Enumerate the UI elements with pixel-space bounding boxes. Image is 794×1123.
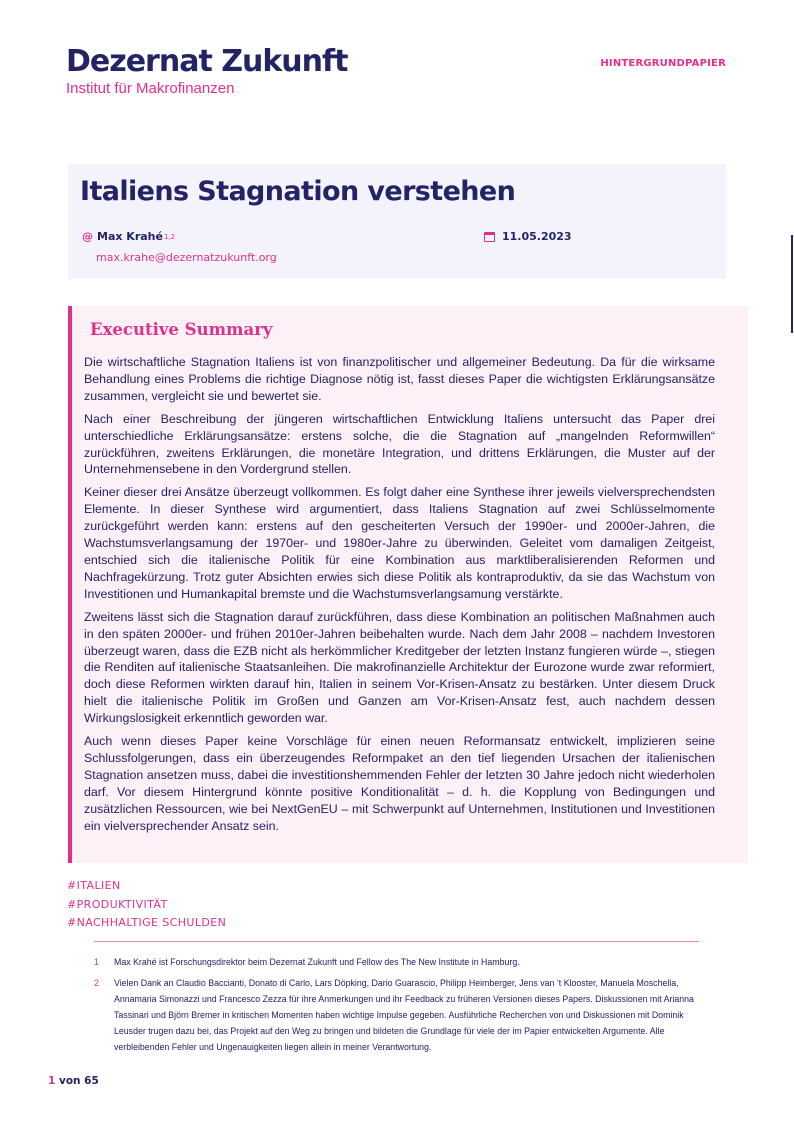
- author-email-link[interactable]: max.krahe@dezernatzukunft.org: [96, 251, 277, 264]
- author-footnote-ref: 1,2: [163, 232, 176, 241]
- summary-paragraph: Zweitens lässt sich die Stagnation darauf zurückführen, dass diese Kombination an politischen Maßnahmen auch in den späten 2000er- und frühen 2010er-Jahren beibehalten wurde. Nach dem Jahr 2008 – nachdem Investoren überzeugt waren, dass die EZB nicht als herkömmlicher Kreditgeber der letzten Instanz fungieren würde –, stiegen die Renditen auf italienische Staatsanleihen. Die makrofinanzielle Architektur der Eurozone wurde zwar reformiert, doch diese Reformen wirkten darauf hin, Italien in seinem Vor-Krisen-Ansatz zu bestärken. Unter diesem Druck hielt die italienische Politik im Großen und Ganzen am Vor-Krisen-Ansatz fest, auch nachdem dessen Wirkungslosigkeit erkenntlich geworden war.: [84, 609, 715, 726]
- logo-name: Dezernat Zukunft: [66, 44, 348, 79]
- tag-italien[interactable]: #ITALIEN: [67, 879, 121, 892]
- calendar-icon: [484, 232, 495, 242]
- footnote: [94, 954, 699, 970]
- paper-title: Italiens Stagnation verstehen: [80, 176, 516, 207]
- footnote-number: 1: [94, 957, 99, 967]
- document-type-label: HINTERGRUNDPAPIER: [600, 58, 726, 69]
- logo: [66, 44, 347, 98]
- at-icon: @: [82, 230, 93, 243]
- tag-produktivitaet[interactable]: #PRODUKTIVITÄT: [67, 897, 168, 911]
- summary-paragraph: Keiner dieser drei Ansätze überzeugt vollkommen. Es folgt daher eine Synthese ihrer jeweils vielversprechendsten Elemente. In dieser Synthese wird argumentiert, dass Italiens Stagnation auf zwei Schlüsselmomente zurückgeführt werden kann: erstens auf den gescheiterten Versuch der 1990er- und 2000er-Jahren, die Wachstumsverlangsamung der 1970er- und 1980er-Jahre zu überwinden. Geleitet vom damaligen Zeitgeist, entschied sich die italienische Politik für eine Kombination aus marktliberalisierenden Reformen und Nachfragekürzung. Trotz guter Absichten erwies sich diese Politik als kontraproduktiv, da sie das Wachstum von Investitionen und Humankapital bremste und die Wachstumsverlangsamung verstärkte.: [84, 485, 715, 601]
- publication-date: 11.05.2023: [502, 230, 572, 243]
- tag-list: [67, 877, 226, 933]
- footnote-number: 2: [94, 978, 99, 988]
- summary-paragraph: Die wirtschaftliche Stagnation Italiens ist von finanzpolitischer und allgemeiner Bedeutung. Da für die wirksame Behandlung eines Problems die richtige Diagnose nötig ist, fasst dieses Paper die wichtigsten Erklärungsansätze zusammen, vergleicht sie und bewertet sie.: [84, 355, 715, 403]
- tag-nachhaltige-schulden[interactable]: #NACHHALTIGE SCHULDEN: [67, 916, 227, 929]
- current-page: 1: [48, 1075, 56, 1087]
- summary-heading: Executive Summary: [90, 320, 273, 339]
- executive-summary: [68, 306, 748, 863]
- author-row: [82, 230, 175, 243]
- summary-paragraph: Auch wenn dieses Paper keine Vorschläge für einen neuen Reformansatz entwickelt, implizieren seine Schlussfolgerungen, dass ein überzeugendes Reformpaket an den tief liegenden Ursachen der italienischen Stagnation ansetzen muss, dabei die investitionshemmenden Fehler der letzten 30 Jahre jedoch nicht wiederholen darf. Vor diesem Hintergrund könnte positive Konditionalität – d. h. die Kopplung von Bedingungen und zusätzlichen Ressourcen, wie bei NextGenEU – mit Schwerpunkt auf Unternehmen, Institutionen und Investitionen ein vielversprechender Ansatz sein.: [84, 734, 715, 833]
- footnote: [94, 975, 699, 1055]
- page-total: von 65: [58, 1075, 99, 1087]
- summary-body: [84, 354, 715, 840]
- summary-paragraph: Nach einer Beschreibung der jüngeren wirtschaftlichen Entwicklung Italiens untersucht das Paper drei unterschiedliche Erklärungsansätze: erstens solche, die die Stagnation auf „mangelnden Reformwillen“ zurückführen, zweitens Erklärungen, die monetäre Integration, und drittens Erklärungen, die Muster auf der Unternehmensebene in den Vordergrund stellen.: [84, 411, 715, 477]
- logo-subtitle: Institut für Makrofinanzen: [66, 80, 235, 97]
- footnotes: [94, 954, 699, 1060]
- margin-marker: [791, 235, 793, 333]
- author-name: Max Krahé: [97, 230, 163, 243]
- date-row: [484, 230, 572, 243]
- page-number: [48, 1075, 99, 1087]
- title-block: [68, 164, 726, 279]
- footnote-text: Max Krahé ist Forschungsdirektor beim Dezernat Zukunft und Fellow des The New Institute in Hamburg.: [114, 957, 520, 967]
- footnote-divider: [94, 941, 699, 942]
- footnote-text: Vielen Dank an Claudio Baccianti, Donato di Carlo, Lars Döpking, Dario Guarascio, Philipp Heimberger, Jens van ’t Klooster, Manuela Moschella, Annamaria Simonazzi und Francesco Zezza für ihre Anmerkungen und ihr Feedback zu früheren Versionen dieses Papers. Diskussionen mit Arianna Tassinari und Björn Bremer in kritischen Momenten haben wichtige Impulse gegeben. Ausführliche Recherchen von und Diskussionen mit Dominik Leusder trugen dazu bei, das Projekt auf den Weg zu bringen und bildeten die Grundlage für viele der im Papier entwickelten Argumente. Alle verbleibenden Fehler und Ungenauigkeiten liegen allein in meiner Verantwortung.: [114, 978, 694, 1052]
